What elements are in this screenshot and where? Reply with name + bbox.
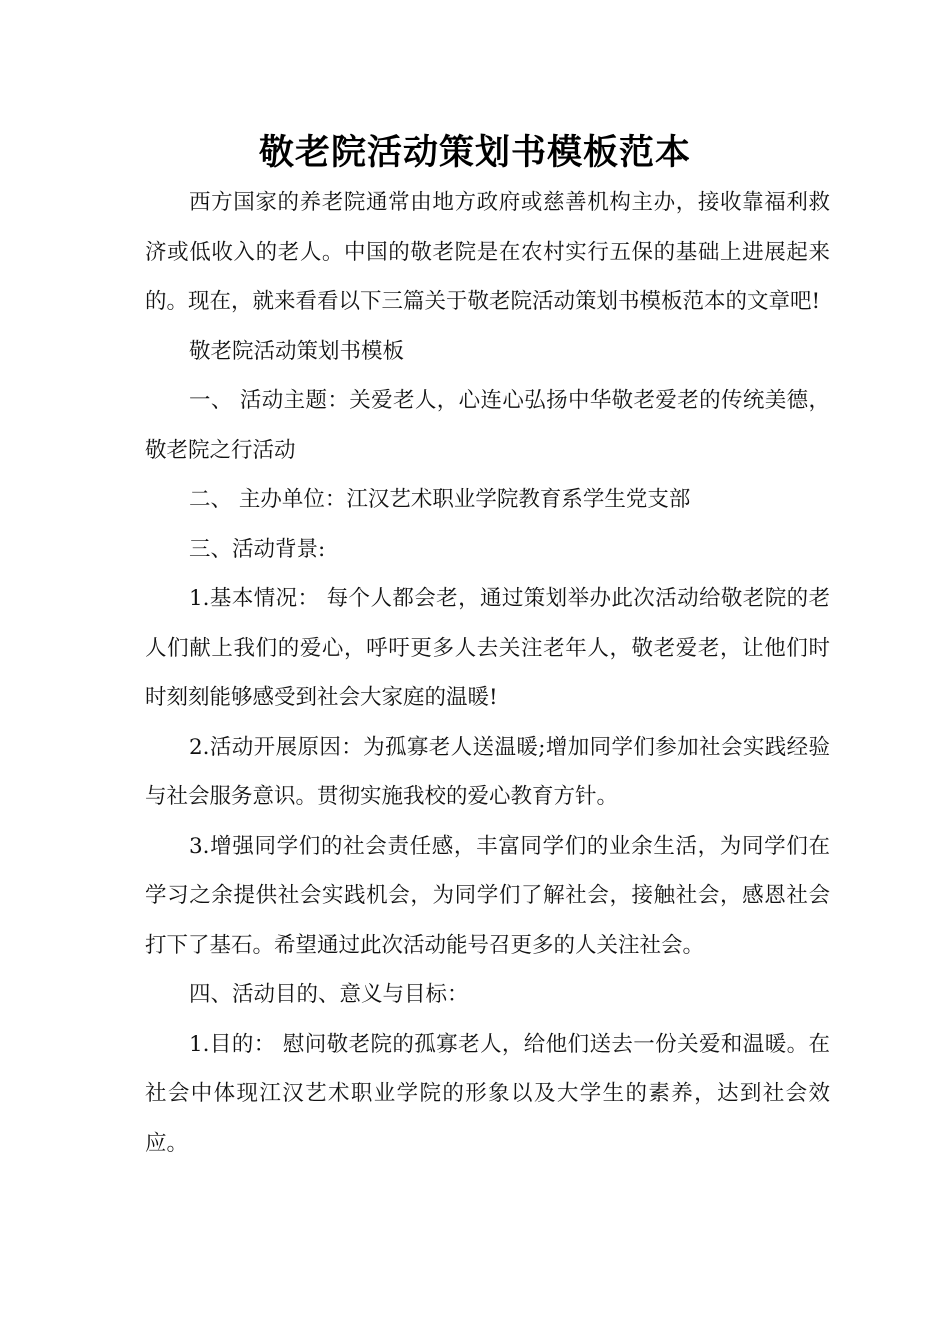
section-heading-template: 敬老院活动策划书模板	[189, 338, 405, 364]
purpose-item-1: 1.目的： 慰问敬老院的孤寡老人，给他们送去一份关爱和温暖。在社会中体现江汉艺术职业学院的形象以及大学生的素养，达到社会效应。	[145, 1031, 830, 1156]
activity-theme-paragraph: 一、 活动主题：关爱老人，心连心弘扬中华敬老爱老的传统美德，敬老院之行活动	[145, 388, 830, 463]
document-title: 敬老院活动策划书模板范本	[258, 133, 691, 173]
purpose-heading: 四、活动目的、意义与目标：	[189, 982, 469, 1007]
background-item-3: 3.增强同学们的社会责任感，丰富同学们的业余生活，为同学们在学习之余提供社会实践机会，为同学们了解社会，接触社会，感恩社会打下了基石。希望通过此次活动能号召更多的人关注社会。	[145, 833, 830, 958]
document-body	[145, 178, 830, 1168]
background-heading: 三、活动背景:	[189, 536, 326, 562]
organizer-paragraph: 二、 主办单位：江汉艺术职业学院教育系学生党支部	[189, 487, 691, 512]
background-item-2: 2.活动开展原因：为孤寡老人送温暖;增加同学们参加社会实践经验与社会服务意识。贯彻实施我校的爱心教育方针。	[145, 734, 830, 809]
background-item-1: 1.基本情况： 每个人都会老，通过策划举办此次活动给敬老院的老人们献上我们的爱心，呼吁更多人去关注老年人，敬老爱老，让他们时时刻刻能够感受到社会大家庭的温暖!	[145, 586, 830, 710]
intro-paragraph: 西方国家的养老院通常由地方政府或慈善机构主办，接收靠福利救济或低收入的老人。中国的敬老院是在农村实行五保的基础上进展起来的。现在，就来看看以下三篇关于敬老院活动策划书模板范本的文章吧!	[145, 190, 830, 314]
